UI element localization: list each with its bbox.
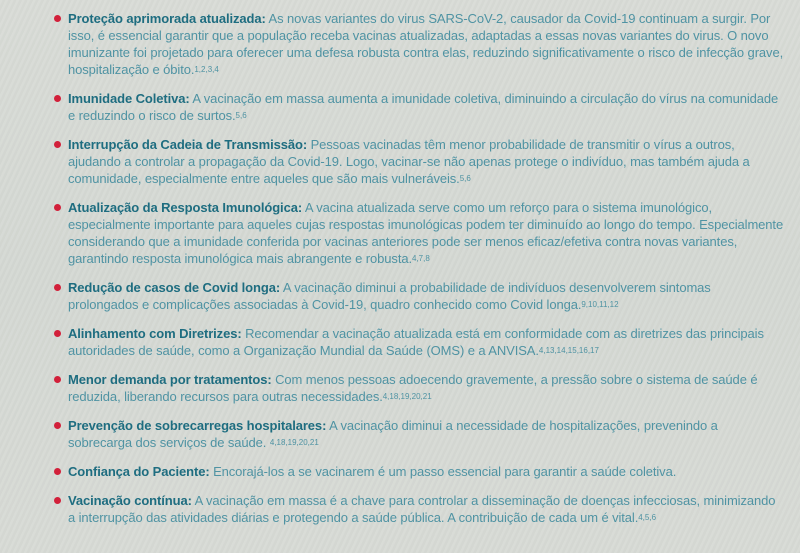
list-item — [68, 371, 784, 405]
bullet-body: A vacina atualizada serve como um reforço para o sistema imunológico, especialmente importante para aqueles cujas respostas imunológicas podem ter diminuído ao longo do tempo. Especialmente considerando que a imunidade conferida por vacinas anteriores pode ser menos eficaz/efetiva contra novas variantes, garantindo resposta imunológica mais abrangente e robusta. — [68, 200, 784, 266]
bullet-heading: Confiança do Paciente: — [68, 464, 210, 479]
bullet-icon — [54, 204, 61, 211]
bullet-text — [68, 199, 784, 267]
bullet-body: Com menos pessoas adoecendo gravemente, a pressão sobre o sistema de saúde é reduzida, liberando recursos para outras necessidades. — [68, 372, 758, 404]
bullet-text — [68, 279, 784, 313]
bullet-body: As novas variantes do virus SARS-CoV-2, causador da Covid-19 continuam a surgir. Por isso, é essencial garantir que a população receba vacinas atualizadas, adaptadas a essas novas variantes do virus. O novo imunizante foi projetado para oferecer uma defesa robusta contra elas, reduzindo significativamente o risco de infecção grave, hospitalização e óbito. — [68, 11, 784, 77]
bullet-icon — [54, 15, 61, 22]
list-item — [68, 279, 784, 313]
bullet-body: Encorajá-los a se vacinarem é um passo essencial para garantir a saúde coletiva. — [209, 464, 677, 479]
bullet-icon — [54, 497, 61, 504]
bullet-refs: 4,13,14,15,16,17 — [538, 346, 599, 355]
bullet-text — [68, 417, 784, 451]
list-item — [68, 90, 784, 124]
bullet-heading: Alinhamento com Diretrizes: — [68, 326, 242, 341]
bullet-icon — [54, 330, 61, 337]
bullet-heading: Imunidade Coletiva: — [68, 91, 190, 106]
bullet-refs: 1,2,3,4 — [194, 65, 219, 74]
bullet-heading: Menor demanda por tratamentos: — [68, 372, 272, 387]
bullet-refs: 4,7,8 — [411, 254, 430, 263]
list-item — [68, 199, 784, 267]
bullet-body: Recomendar a vacinação atualizada está em conformidade com as diretrizes das principais autoridades de saúde, como a Organização Mundial da Saúde (OMS) e a ANVISA. — [68, 326, 764, 358]
bullet-refs: 9,10,11,12 — [581, 300, 619, 309]
bullet-heading: Interrupção da Cadeia de Transmissão: — [68, 137, 308, 152]
bullet-text — [68, 325, 784, 359]
list-item — [68, 417, 784, 451]
bullet-text — [68, 463, 784, 480]
bullet-icon — [54, 422, 61, 429]
bullet-heading: Vacinação contínua: — [68, 493, 192, 508]
bullet-body: A vacinação diminui a probabilidade de indivíduos desenvolverem sintomas prolongados e complicações associadas à Covid-19, quadro conhecido como Covid longa. — [68, 280, 711, 312]
bullet-text — [68, 90, 784, 124]
bullet-icon — [54, 141, 61, 148]
bullet-icon — [54, 468, 61, 475]
bullet-refs: 4,18,19,20,21 — [382, 392, 432, 401]
list-item — [68, 463, 784, 480]
bullet-body: A vacinação diminui a necessidade de hospitalizações, prevenindo a sobrecarga dos serviços de saúde. — [68, 418, 718, 450]
bullet-heading: Atualização da Resposta Imunológica: — [68, 200, 303, 215]
list-item — [68, 136, 784, 187]
bullet-refs: 5,6 — [459, 174, 471, 183]
bullet-refs: 4,5,6 — [638, 513, 657, 522]
list-item — [68, 492, 784, 526]
bullet-heading: Redução de casos de Covid longa: — [68, 280, 281, 295]
bullet-body: Pessoas vacinadas têm menor probabilidade de transmitir o vírus a outros, ajudando a controlar a propagação da Covid-19. Logo, vacinar-se não apenas protege o indivíduo, mas também ajuda a comunidade, especialmente entre aqueles que são mais vulneráveis. — [68, 137, 750, 186]
list-item — [68, 325, 784, 359]
bullet-icon — [54, 376, 61, 383]
bullet-text — [68, 492, 784, 526]
bullet-heading: Prevenção de sobrecarregas hospitalares: — [68, 418, 327, 433]
bullet-icon — [54, 95, 61, 102]
bullet-text — [68, 371, 784, 405]
bullet-body: A vacinação em massa aumenta a imunidade coletiva, diminuindo a circulação do vírus na comunidade e reduzindo o risco de surtos. — [68, 91, 779, 123]
bullet-text — [68, 136, 784, 187]
bullet-body: A vacinação em massa é a chave para controlar a disseminação de doenças infecciosas, minimizando a interrupção das atividades diárias e protegendo a saúde pública. A contribuição de cada um é vital. — [68, 493, 776, 525]
list-item — [68, 10, 784, 78]
bullet-refs: 4,18,19,20,21 — [269, 438, 319, 447]
bullet-text — [68, 10, 784, 78]
bullet-heading: Proteção aprimorada atualizada: — [68, 11, 266, 26]
bullet-icon — [54, 284, 61, 291]
bullet-refs: 5,6 — [235, 111, 247, 120]
